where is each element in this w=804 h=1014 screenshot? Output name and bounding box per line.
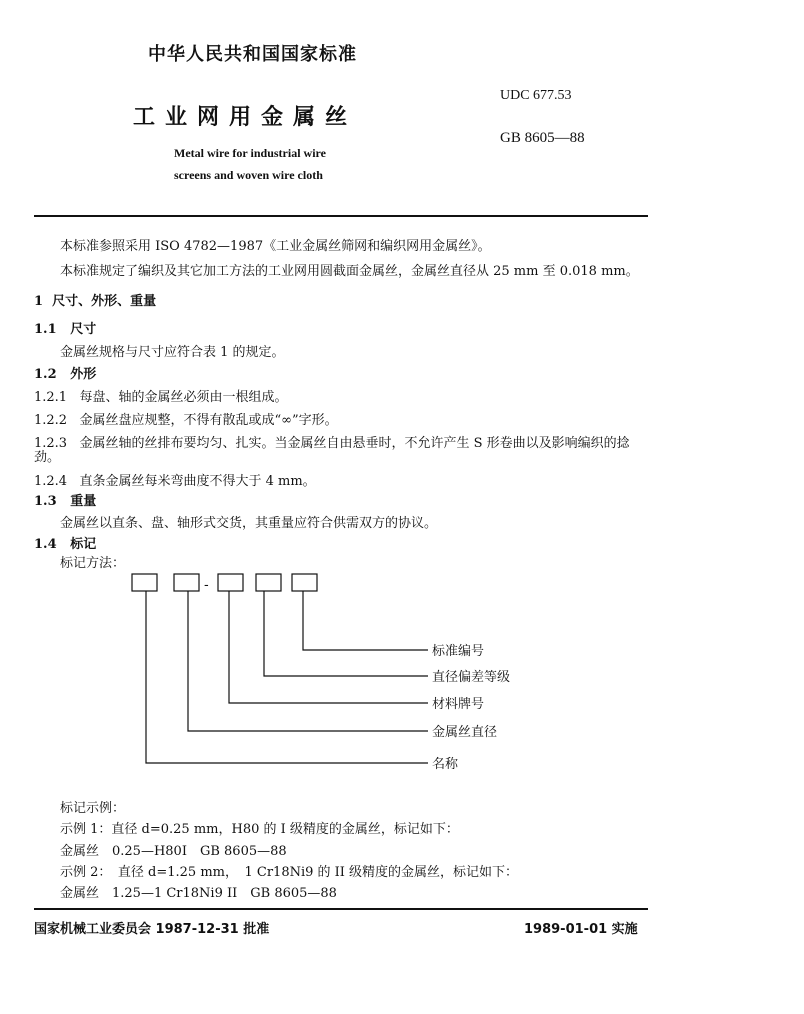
section-1-1-text: 金属丝规格与尺寸应符合表 1 的规定。 (60, 345, 285, 360)
placeholder-box-tolerance (256, 574, 281, 591)
clause-number: 1.2.1 (34, 390, 68, 405)
document-title-en-line1: Metal wire for industrial wire (174, 146, 326, 160)
dash-separator: - (204, 578, 209, 593)
example-1-description: 示例 1：直径 d=0.25 mm，H80 的 I 级精度的金属丝，标记如下： (60, 822, 459, 837)
clause-text: 直条金属丝每米弯曲度不得大于 4 mm。 (79, 474, 316, 489)
label-diameter-tolerance: 直径偏差等级 (432, 670, 511, 685)
example-2-mark: 金属丝 1.25—1 Cr18Ni9 II GB 8605—88 (60, 886, 337, 901)
section-number: 1 (34, 294, 44, 309)
clause-text: 金属丝轴的丝排布要均匀、扎实。当金属丝自由悬垂时，不允许产生 S 形卷曲以及影响编织的捻 (79, 436, 630, 451)
effective-date: 1989-01-01 实施 (524, 922, 638, 937)
leader-line-diameter (188, 591, 428, 731)
gb-standard-number: GB 8605—88 (500, 130, 585, 146)
section-title: 尺寸 (70, 322, 97, 337)
leader-line-material (229, 591, 428, 703)
clause-number: 1.2.3 (34, 436, 68, 451)
section-number: 1.2 (34, 367, 57, 382)
placeholder-box-name (132, 574, 157, 591)
section-title: 标记 (70, 537, 97, 552)
footer-divider (34, 908, 648, 910)
clause-1-2-3-wrap: 劲。 (34, 450, 61, 465)
approval-statement: 国家机械工业委员会 1987-12-31 批准 (34, 922, 270, 937)
section-title: 尺寸、外形、重量 (52, 294, 157, 309)
section-number: 1.1 (34, 322, 57, 337)
section-number: 1.4 (34, 537, 57, 552)
placeholder-box-standard (292, 574, 317, 591)
label-name: 名称 (432, 757, 459, 772)
clause-number: 1.2.2 (34, 413, 68, 428)
marking-method-label: 标记方法： (60, 556, 126, 571)
leader-line-tolerance (264, 591, 428, 676)
leader-line-standard (303, 591, 428, 650)
example-1-mark: 金属丝 0.25—H80I GB 8605—88 (60, 844, 287, 859)
placeholder-box-diameter (174, 574, 199, 591)
document-title-en-line2: screens and woven wire cloth (174, 168, 323, 182)
label-material-grade: 材料牌号 (432, 697, 485, 712)
section-number: 1.3 (34, 494, 57, 509)
issuing-body: 中华人民共和国国家标准 (148, 44, 357, 65)
udc-code: UDC 677.53 (500, 88, 572, 103)
label-wire-diameter: 金属丝直径 (432, 725, 498, 740)
clause-text: 每盘、轴的金属丝必须由一根组成。 (79, 390, 288, 405)
clause-number: 1.2.4 (34, 474, 68, 489)
document-title-cn: 工业网用金属丝 (133, 105, 358, 130)
section-title: 外形 (70, 367, 97, 382)
intro-paragraph-1: 本标准参照采用 ISO 4782—1987《工业金属丝筛网和编织网用金属丝》。 (60, 239, 491, 254)
section-title: 重量 (70, 494, 97, 509)
examples-heading: 标记示例： (60, 801, 126, 816)
section-1-3-text: 金属丝以直条、盘、轴形式交货，其重量应符合供需双方的协议。 (60, 516, 438, 531)
placeholder-box-material (218, 574, 243, 591)
label-standard-number: 标准编号 (432, 644, 485, 659)
clause-text: 金属丝盘应规整，不得有散乱或成“∞”字形。 (79, 413, 338, 428)
intro-paragraph-2: 本标准规定了编织及其它加工方法的工业网用圆截面金属丝，金属丝直径从 25 mm 至 0.018 mm。 (60, 264, 639, 279)
example-2-description: 示例 2： 直径 d=1.25 mm， 1 Cr18Ni9 的 II 级精度的金属丝，标记如下： (60, 865, 519, 880)
